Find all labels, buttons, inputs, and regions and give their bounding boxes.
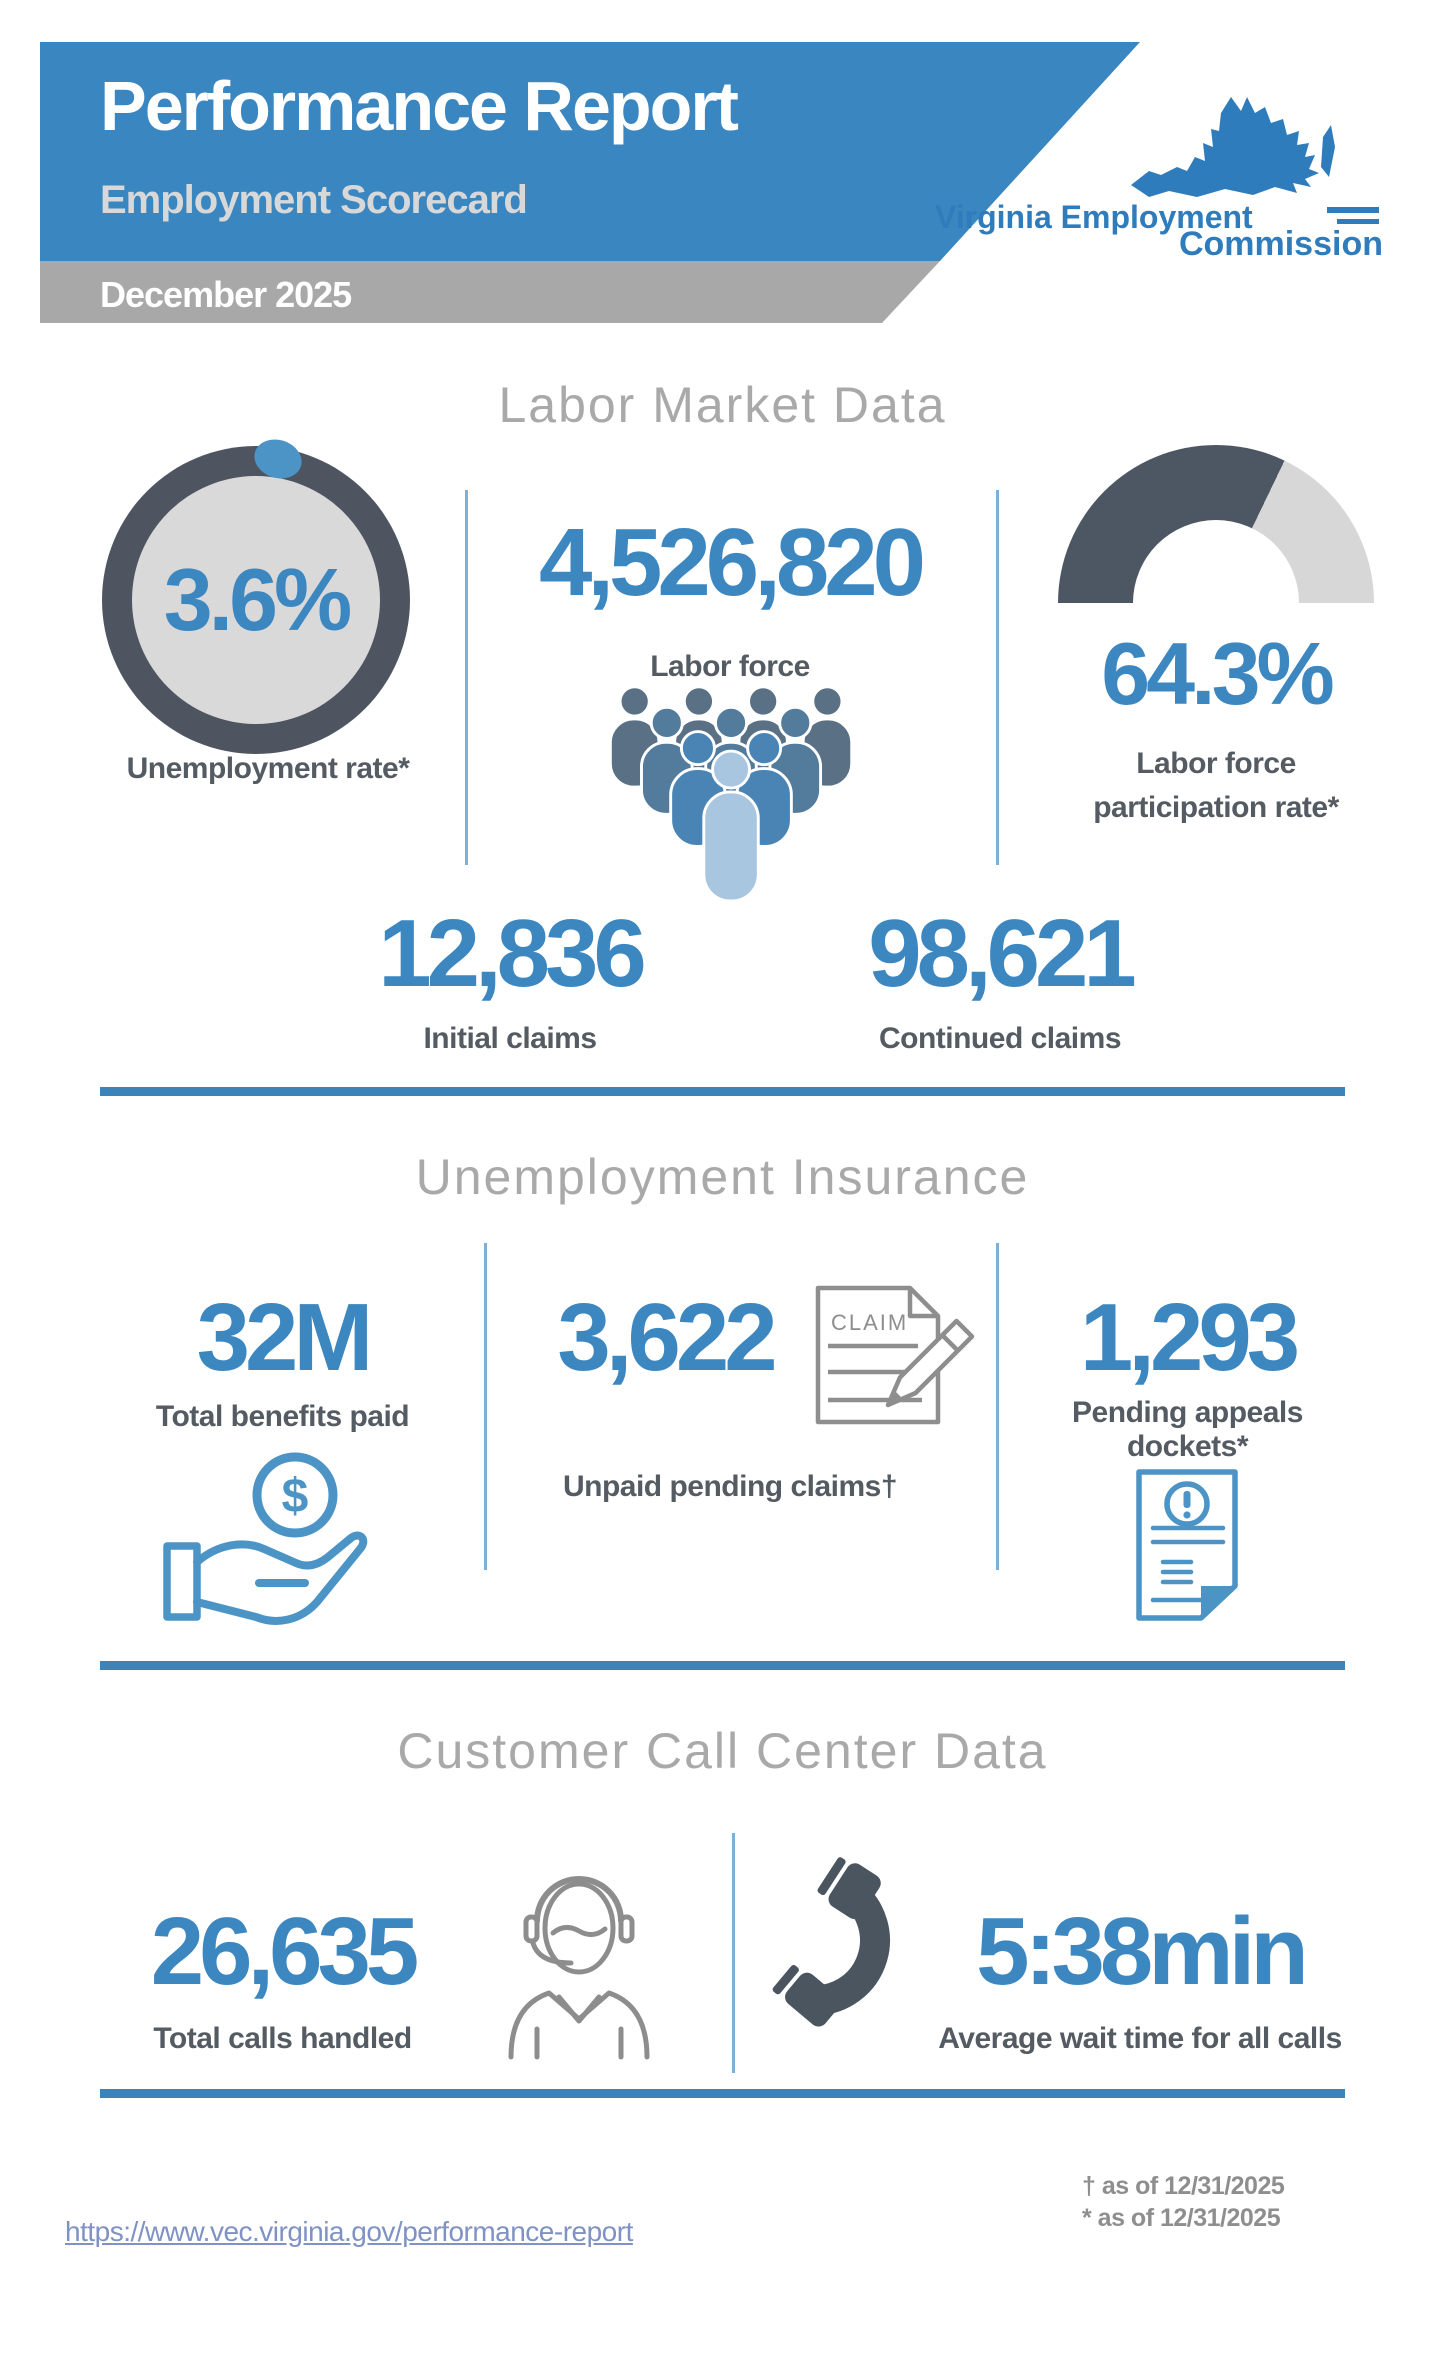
vec-logo-icon xyxy=(935,85,1385,263)
section-title-call-center: Customer Call Center Data xyxy=(397,1723,1048,1779)
hand-coin-icon xyxy=(160,1450,370,1635)
continued-claims-label: Continued claims xyxy=(878,1022,1122,1055)
people-group-icon xyxy=(586,678,878,902)
logo-text-line2: Commission xyxy=(1178,225,1383,263)
labor-force-value: 4,526,820 xyxy=(538,509,922,616)
donut-inner xyxy=(132,476,380,724)
claim-document-pencil-icon xyxy=(810,1280,975,1430)
call-agent-icon xyxy=(497,1851,661,2060)
claim-icon-text: CLAIM xyxy=(831,1310,909,1335)
participation-rate-label-line2: participation rate* xyxy=(1093,791,1339,824)
page-title: Performance Report xyxy=(100,67,737,145)
logo-dash xyxy=(1337,219,1379,224)
participation-rate-value: 64.3% xyxy=(1101,624,1331,723)
appeals-docket-icon xyxy=(1133,1466,1241,1624)
continued-claims-value: 98,621 xyxy=(868,900,1132,1007)
pending-appeals-label-line2: dockets* xyxy=(1126,1430,1249,1463)
total-benefits-value: 32M xyxy=(196,1284,369,1391)
initial-claims-label: Initial claims xyxy=(423,1022,597,1055)
total-calls-label: Total calls handled xyxy=(153,2022,412,2055)
unpaid-claims-label: Unpaid pending claims† xyxy=(562,1470,898,1503)
pending-appeals-value: 1,293 xyxy=(1079,1284,1296,1391)
unemployment-rate-value: 3.6% xyxy=(163,550,349,649)
total-benefits-label: Total benefits paid xyxy=(155,1400,410,1433)
footnote-dagger: † as of 12/31/2025 xyxy=(1082,2172,1285,2200)
pending-appeals-label-line1: Pending appeals xyxy=(1072,1396,1303,1429)
unemployment-rate-label: Unemployment rate* xyxy=(126,752,410,785)
report-period: December 2025 xyxy=(100,274,352,315)
wait-time-label: Average wait time for all calls xyxy=(938,2022,1342,2055)
gauge-hole xyxy=(1133,520,1299,603)
section-divider xyxy=(100,1661,1345,1670)
logo-dash xyxy=(1327,207,1379,213)
dollar-symbol: $ xyxy=(281,1470,309,1523)
initial-claims-value: 12,836 xyxy=(378,900,642,1007)
section-divider xyxy=(100,1087,1345,1096)
phone-handset-icon xyxy=(772,1872,882,2029)
logo-text-line1: Virginia Employment xyxy=(935,199,1253,235)
participation-rate-gauge xyxy=(1058,445,1374,603)
exclamation-glyph xyxy=(1183,1491,1190,1519)
unpaid-claims-value: 3,622 xyxy=(557,1284,773,1391)
unemployment-rate-donut xyxy=(102,446,410,754)
footnote-star: * as of 12/31/2025 xyxy=(1082,2204,1281,2232)
section-divider xyxy=(100,2089,1345,2098)
virginia-state-shape xyxy=(1131,97,1319,197)
total-calls-value: 26,635 xyxy=(150,1898,415,2005)
section-title-labor-market: Labor Market Data xyxy=(498,377,947,433)
participation-rate-label-line1: Labor force xyxy=(1136,747,1296,780)
section-title-unemployment-insurance: Unemployment Insurance xyxy=(415,1149,1030,1205)
wait-time-value: 5:38min xyxy=(976,1898,1304,2005)
performance-report-link[interactable]: https://www.vec.virginia.gov/performance-report xyxy=(65,2216,633,2247)
column-divider xyxy=(732,1833,735,2073)
labor-force-label: Labor force xyxy=(650,650,810,683)
virginia-eastern-shore-shape xyxy=(1321,125,1335,177)
column-divider xyxy=(484,1243,487,1570)
page-subtitle: Employment Scorecard xyxy=(100,178,527,222)
